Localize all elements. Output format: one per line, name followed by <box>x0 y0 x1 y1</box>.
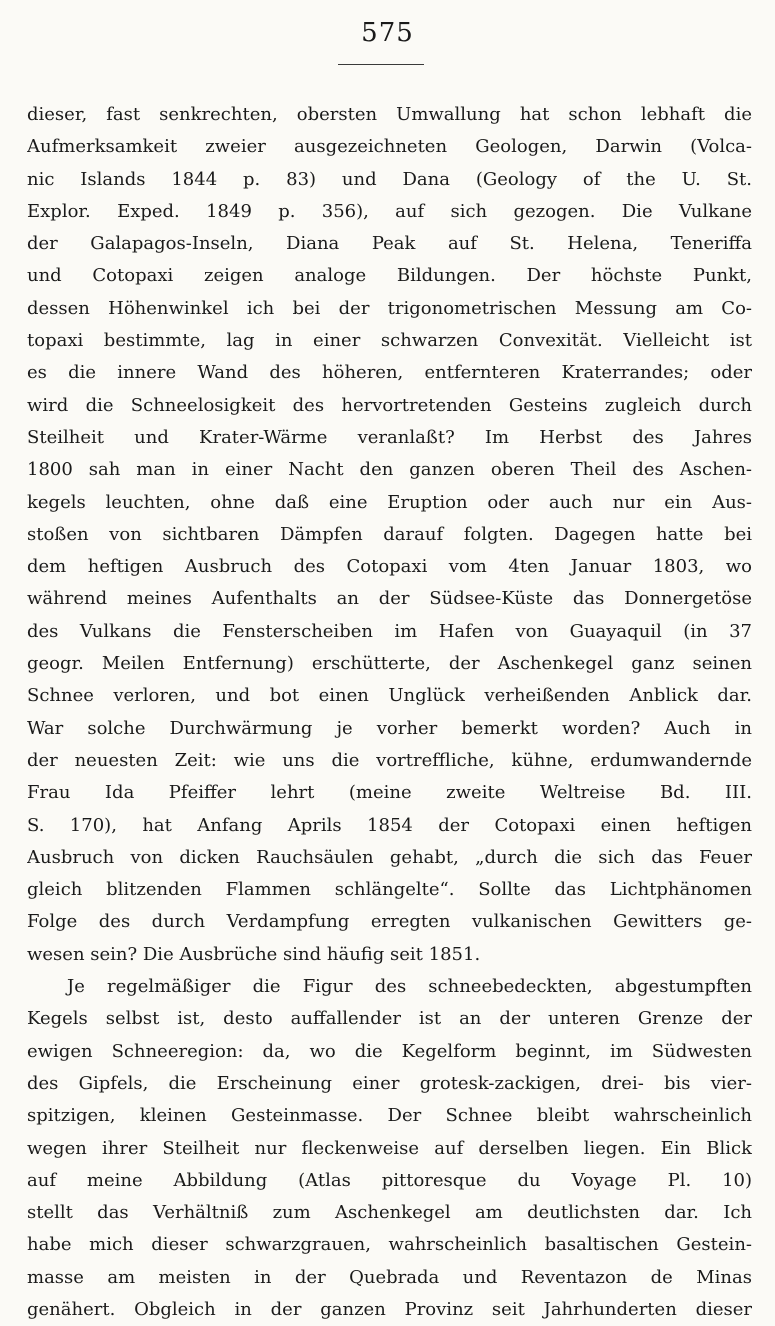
text-line: stellt das Verhältniß zum Aschenkegel am deutlichsten dar. Ich <box>27 1202 752 1224</box>
text-line: War solche Durchwärmung je vorher bemerkt worden? Auch in <box>27 717 752 739</box>
text-line: wird die Schneelosigkeit des hervortretenden Gesteins zugleich durch <box>27 394 752 416</box>
text-line: Je regelmäßiger die Figur des schneebedeckten, abgestumpften <box>67 976 752 998</box>
text-line: es die innere Wand des höheren, entfernteren Kraterrandes; oder <box>27 362 752 384</box>
text-line: Aufmerksamkeit zweier ausgezeichneten Geologen, Darwin (Volca- <box>27 136 752 158</box>
body-text <box>27 99 752 1326</box>
text-line: stoßen von sichtbaren Dämpfen darauf folgten. Dagegen hatte bei <box>27 523 752 545</box>
text-line: Folge des durch Verdampfung erregten vulkanischen Gewitters ge- <box>27 911 752 933</box>
text-line: Steilheit und Krater-Wärme veranlaßt? Im Herbst des Jahres <box>27 426 752 448</box>
text-line: auf meine Abbildung (Atlas pittoresque du Voyage Pl. 10) <box>27 1169 752 1191</box>
text-line: 1800 sah man in einer Nacht den ganzen oberen Theil des Aschen- <box>27 459 752 481</box>
text-line: spitzigen, kleinen Gesteinmasse. Der Schnee bleibt wahrscheinlich <box>27 1105 752 1127</box>
text-line: geogr. Meilen Entfernung) erschütterte, der Aschenkegel ganz seinen <box>27 653 752 675</box>
text-line: S. 170), hat Anfang Aprils 1854 der Cotopaxi einen heftigen <box>27 814 752 836</box>
text-line: Kegels selbst ist, desto auffallender ist an der unteren Grenze der <box>27 1008 752 1030</box>
text-line: Ausbruch von dicken Rauchsäulen gehabt, „durch die sich das Feuer <box>27 846 752 868</box>
text-line: Frau Ida Pfeiffer lehrt (meine zweite Weltreise Bd. III. <box>27 782 752 804</box>
text-line: Explor. Exped. 1849 p. 356), auf sich gezogen. Die Vulkane <box>27 200 752 222</box>
header-rule <box>338 64 424 65</box>
text-line: wegen ihrer Steilheit nur fleckenweise auf derselben liegen. Ein Blick <box>27 1137 752 1159</box>
text-line: des Vulkans die Fensterscheiben im Hafen von Guayaquil (in 37 <box>27 620 752 642</box>
text-line: der Galapagos-Inseln, Diana Peak auf St. Helena, Teneriffa <box>27 233 752 255</box>
text-line: masse am meisten in der Quebrada und Reventazon de Minas <box>27 1266 752 1288</box>
text-line: Schnee verloren, und bot einen Unglück verheißenden Anblick dar. <box>27 685 752 707</box>
text-line: gleich blitzenden Flammen schlängelte“. Sollte das Lichtphänomen <box>27 879 752 901</box>
text-line: und Cotopaxi zeigen analoge Bildungen. Der höchste Punkt, <box>27 265 752 287</box>
text-line: dieser, fast senkrechten, obersten Umwallung hat schon lebhaft die <box>27 104 752 125</box>
text-line: genähert. Obgleich in der ganzen Provinz seit Jahrhunderten dieser <box>27 1298 752 1320</box>
text-line: dessen Höhenwinkel ich bei der trigonometrischen Messung am Co- <box>27 297 752 319</box>
page-number: 575 <box>361 18 414 48</box>
text-line: der neuesten Zeit: wie uns die vortreffliche, kühne, erdumwandernde <box>27 749 752 771</box>
text-line: topaxi bestimmte, lag in einer schwarzen Convexität. Vielleicht ist <box>27 330 752 352</box>
text-line: während meines Aufenthalts an der Südsee-Küste das Donnergetöse <box>27 588 752 610</box>
text-line: nic Islands 1844 p. 83) und Dana (Geology of the U. St. <box>27 168 752 190</box>
text-line: kegels leuchten, ohne daß eine Eruption oder auch nur ein Aus- <box>27 491 752 513</box>
text-line: wesen sein? Die Ausbrüche sind häufig seit 1851. <box>27 943 481 965</box>
text-line: habe mich dieser schwarzgrauen, wahrscheinlich basaltischen Gestein- <box>27 1234 752 1256</box>
text-line: des Gipfels, die Erscheinung einer grotesk-zackigen, drei- bis vier- <box>27 1072 752 1094</box>
text-line: ewigen Schneeregion: da, wo die Kegelform beginnt, im Südwesten <box>27 1040 752 1062</box>
text-line: dem heftigen Ausbruch des Cotopaxi vom 4ten Januar 1803, wo <box>27 556 752 578</box>
